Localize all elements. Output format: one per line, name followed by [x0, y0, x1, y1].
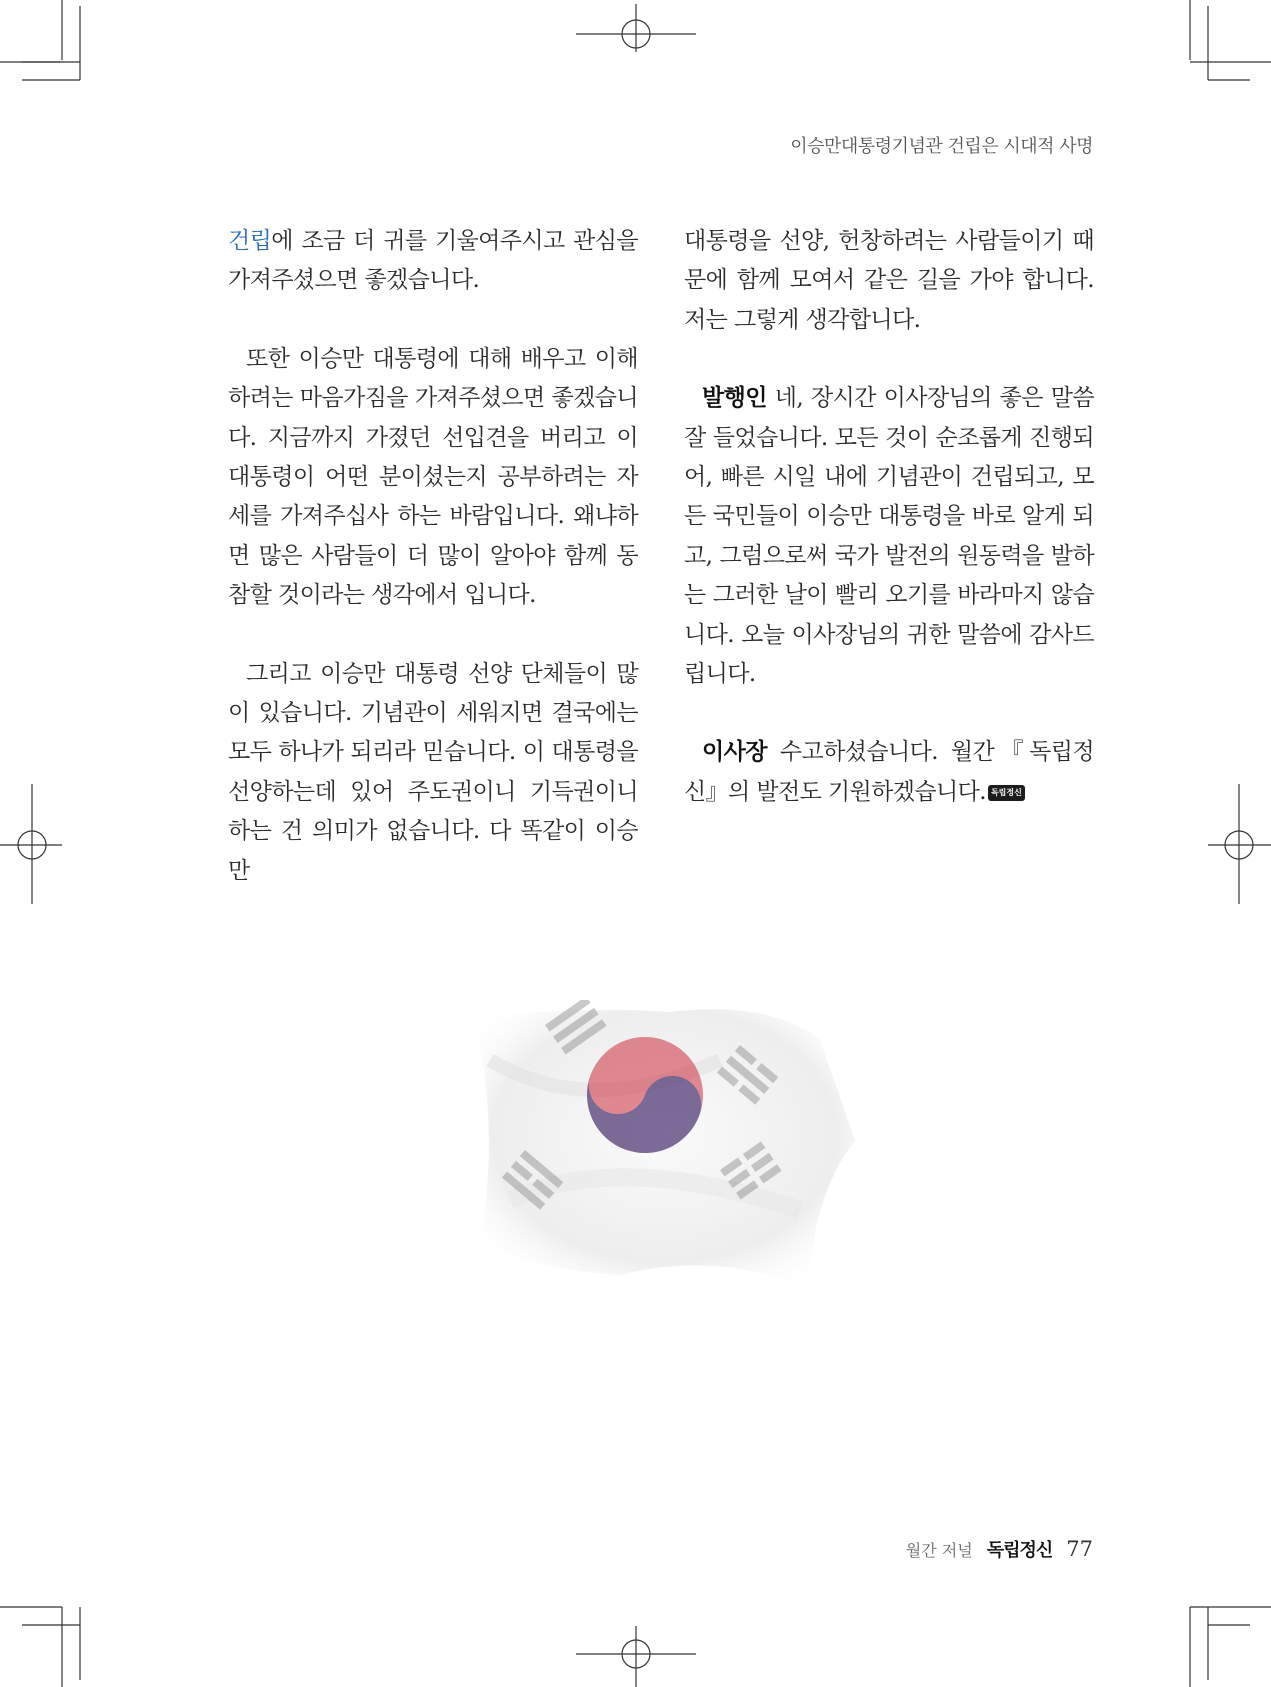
magazine-logo: 독립정신 [986, 1540, 1053, 1561]
taegukgi-flag-image [470, 1000, 860, 1300]
paragraph [228, 222, 638, 301]
end-mark-logo: 독립정신 [988, 785, 1025, 801]
highlighted-word: 건립 [228, 228, 272, 254]
paragraph-text: 에 조금 더 귀를 기울여주시고 관심을 가져주셨으면 좋겠습니다. [228, 228, 638, 294]
paragraph [228, 655, 638, 891]
page-number: 77 [1066, 1537, 1093, 1561]
running-header: 이승만대통령기념관 건립은 시대적 사명 [790, 136, 1093, 157]
paragraph [228, 340, 638, 616]
paragraph-text: 또한 이승만 대통령에 대해 배우고 이해하려는 마음가짐을 가져주셨으면 좋겠습니다. 지금까지 가졌던 선입견을 버리고 이 대통령이 어떤 분이셨는지 공부하려는 자세를 가져주십사 하는 바람입니다. 왜냐하면 많은 사람들이 더 많이 알아야 함께 동참할 것이라는 생각에서 입니다. [228, 345, 638, 609]
speaker-label: 발행인 [702, 385, 767, 412]
left-column [228, 222, 638, 891]
paragraph [684, 379, 1094, 694]
right-column [684, 222, 1094, 812]
paragraph-text: 네, 장시간 이사장님의 좋은 말씀 잘 들었습니다. 모든 것이 순조롭게 진행되어, 빠른 시일 내에 기념관이 건립되고, 모든 국민들이 이승만 대통령을 바로 알게 되고, 그럼으로써 국가 발전의 원동력을 발하는 그러한 날이 빨리 오기를 바라마지 않습니다. 오늘 이사장님의 귀한 말씀에 감사드립니다. [684, 385, 1094, 688]
paragraph [684, 222, 1094, 340]
page-footer [906, 1536, 1093, 1562]
speaker-label: 이사장 [702, 739, 767, 766]
paragraph-text: 그리고 이승만 대통령 선양 단체들이 많이 있습니다. 기념관이 세워지면 결국에는 모두 하나가 되리라 믿습니다. 이 대통령을 선양하는데 있어 주도권이니 기득권이니 하는 건 의미가 없습니다. 다 똑같이 이승만 [228, 660, 638, 884]
journal-label: 월간 저널 [905, 1540, 973, 1560]
paragraph-text: 대통령을 선양, 헌창하려는 사람들이기 때문에 함께 모여서 같은 길을 가야 합니다. 저는 그렇게 생각합니다. [684, 228, 1094, 333]
paragraph-text: 수고하셨습니다. 월간『독립정신』의 발전도 기원하겠습니다. [684, 739, 1094, 805]
paragraph [684, 733, 1094, 812]
